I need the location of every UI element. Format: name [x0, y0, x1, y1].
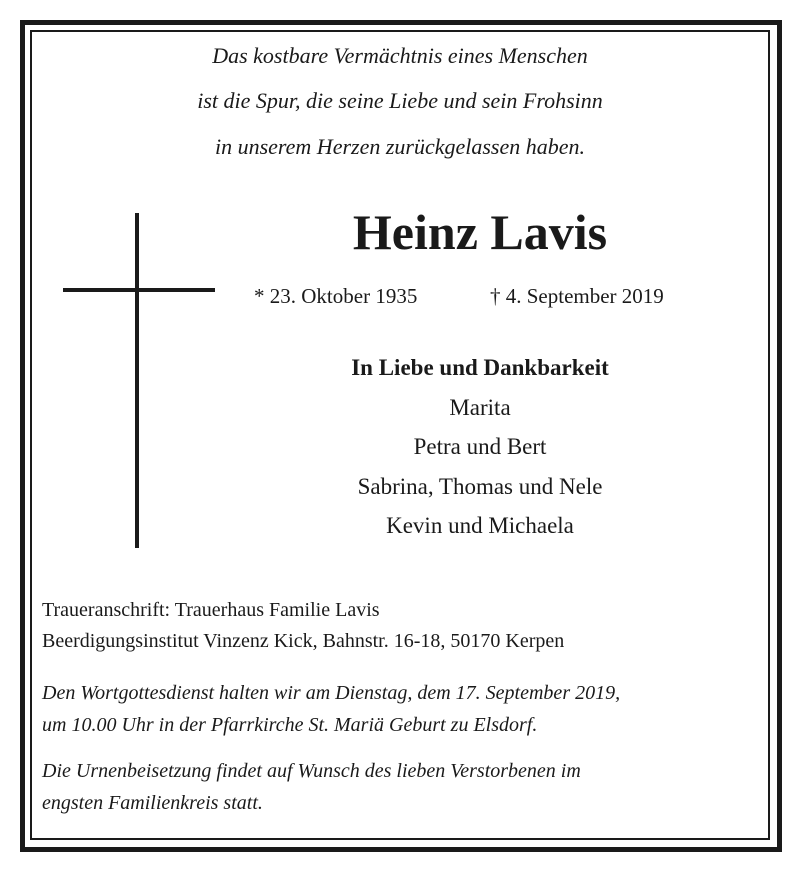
- motto-line-2: ist die Spur, die seine Liebe und sein Frohsinn: [197, 88, 603, 113]
- cross-vertical-bar: [135, 213, 139, 548]
- burial-line-1: Die Urnenbeisetzung findet auf Wunsch des lieben Verstorbenen im: [42, 760, 581, 782]
- birth-date: * 23. Oktober 1935: [254, 284, 418, 308]
- death-date: † 4. September 2019: [490, 284, 664, 308]
- mourner-name: Petra und Bert: [413, 434, 547, 459]
- mourners-heading: In Liebe und Dankbarkeit: [351, 355, 609, 380]
- mourner-name: Kevin und Michaela: [386, 513, 574, 538]
- service-line-2: um 10.00 Uhr in der Pfarrkirche St. Mariä Geburt zu Elsdorf.: [42, 714, 538, 736]
- cross-horizontal-bar: [63, 288, 215, 292]
- deceased-name: Heinz Lavis: [352, 204, 608, 260]
- mourner-name: Sabrina, Thomas und Nele: [357, 474, 603, 499]
- burial-line-2: engsten Familienkreis statt.: [42, 792, 263, 814]
- funeral-home: Beerdigungsinstitut Vinzenz Kick, Bahnstr. 16-18, 50170 Kerpen: [42, 630, 565, 652]
- service-line-1: Den Wortgottesdienst halten wir am Dienstag, dem 17. September 2019,: [42, 682, 621, 704]
- mourning-address: Traueranschrift: Trauerhaus Familie Lavis: [42, 599, 380, 621]
- motto-line-1: Das kostbare Vermächtnis eines Menschen: [212, 43, 588, 68]
- motto-line-3: in unserem Herzen zurückgelassen haben.: [214, 134, 586, 159]
- mourner-name: Marita: [449, 395, 511, 420]
